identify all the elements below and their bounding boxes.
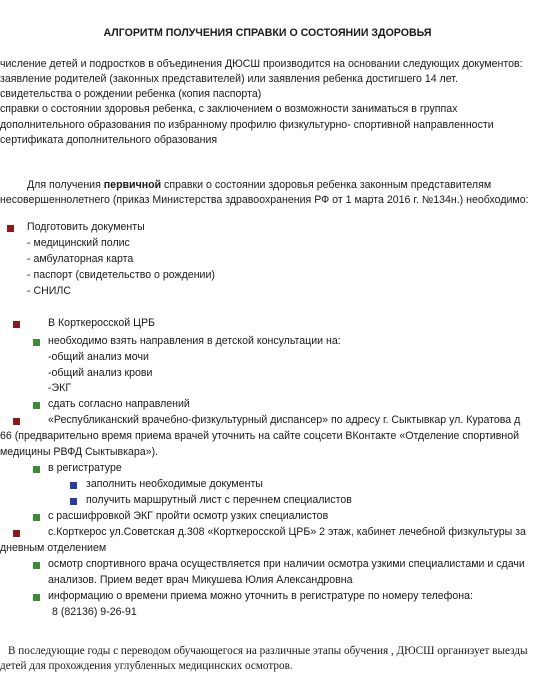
intro-line: дополнительного образования по избранному профилю физкультурно- спортивной направленности [0, 119, 494, 131]
step3-line: «Республиканский врачебно-физкультурный диспансер» по адресу г. Сыктывкар ул. Куратова д [48, 414, 521, 426]
green-bullet-icon [33, 514, 40, 521]
test-item: -ЭКГ [48, 382, 72, 394]
doc-item: - амбулаторная карта [27, 253, 134, 265]
step3-line: медицины РВФД Сыктывкара»). [0, 446, 159, 458]
intro-line: заявление родителей (законных представителей) или заявления ребенка достигшего 14 лет. [0, 73, 458, 85]
intro-line: сертификата дополнительного образования [0, 134, 218, 146]
paragraph-bold: первичной [103, 179, 162, 191]
green-bullet-icon [33, 402, 40, 409]
registry-item: получить маршрутный лист с перечнем специалистов [86, 494, 352, 506]
green-bullet-icon [33, 466, 40, 473]
intro-line: справки о состоянии здоровья ребенка, с заключением о возможности заниматься в группах [0, 103, 458, 115]
intro-line: числение детей и подростков в объединения ДЮСШ производится на основании следующих документов: [0, 58, 523, 70]
step4-line: дневным отделением [0, 542, 107, 554]
step4-sub2: информацию о времени приема можно уточнить в регистратуре по номеру телефона: [48, 590, 473, 602]
step2-label: В Корткеросской ЦРБ [48, 317, 155, 329]
step1-label: Подготовить документы [27, 221, 145, 233]
intro-line: свидетельства о рождении ребенка (копия паспорта) [0, 88, 262, 100]
paragraph-line [27, 179, 491, 192]
doc-item: - паспорт (свидетельство о рождении) [27, 269, 215, 281]
test-item: -общий анализ крови [48, 367, 153, 379]
step2-sub1: необходимо взять направления в детской консультации на: [48, 335, 341, 347]
step3-sub2: с расшифровкой ЭКГ пройти осмотр узких специалистов [48, 510, 329, 522]
footer-line: В последующие годы с переводом обучающегося на различные этапы обучения , ДЮСШ организует выезды [8, 645, 528, 657]
registry-item: заполнить необходимые документы [86, 478, 263, 490]
step4-sub1: анализов. Прием ведет врач Микушева Юлия Александровна [48, 574, 353, 586]
step3-line: 66 (предварительно время приема врачей уточнить на сайте соцсети ВКонтакте «Отделение спортивной [0, 430, 520, 442]
red-bullet-icon [13, 530, 20, 537]
footer-line: детей для прохождения углубленных медицинских осмотров. [0, 660, 293, 672]
green-bullet-icon [33, 339, 40, 346]
paragraph-line: несовершеннолетнего (приказ Министерства здравоохранения РФ от 1 марта 2016 г. №134н.) необходимо: [0, 194, 529, 206]
green-bullet-icon [33, 594, 40, 601]
step2-sub2: сдать согласно направлений [48, 398, 190, 410]
step3-sub1: в регистратуре [48, 462, 122, 474]
paragraph-text: справки о состоянии здоровья ребенка законным представителям [161, 179, 492, 191]
doc-item: - медицинский полис [27, 237, 130, 249]
red-bullet-icon [13, 418, 20, 425]
blue-bullet-icon [70, 498, 77, 505]
test-item: -общий анализ мочи [48, 351, 149, 363]
paragraph-text: Для получения [27, 179, 104, 191]
green-bullet-icon [33, 562, 40, 569]
step4-line: с.Корткерос ул.Советская д.308 «Корткеросской ЦРБ» 2 этаж, кабинет лечебной физкультуры за [48, 526, 526, 538]
blue-bullet-icon [70, 482, 77, 489]
step4-sub1: осмотр спортивного врача осуществляется при наличии осмотра узкими специалистами и сдачи [48, 558, 525, 570]
phone-number: 8 (82136) 9-26-91 [52, 606, 137, 618]
red-bullet-icon [13, 321, 20, 328]
red-bullet-icon [7, 225, 14, 232]
doc-item: - СНИЛС [27, 285, 71, 297]
page-title: АЛГОРИТМ ПОЛУЧЕНИЯ СПРАВКИ О СОСТОЯНИИ ЗДОРОВЬЯ [103, 27, 432, 39]
